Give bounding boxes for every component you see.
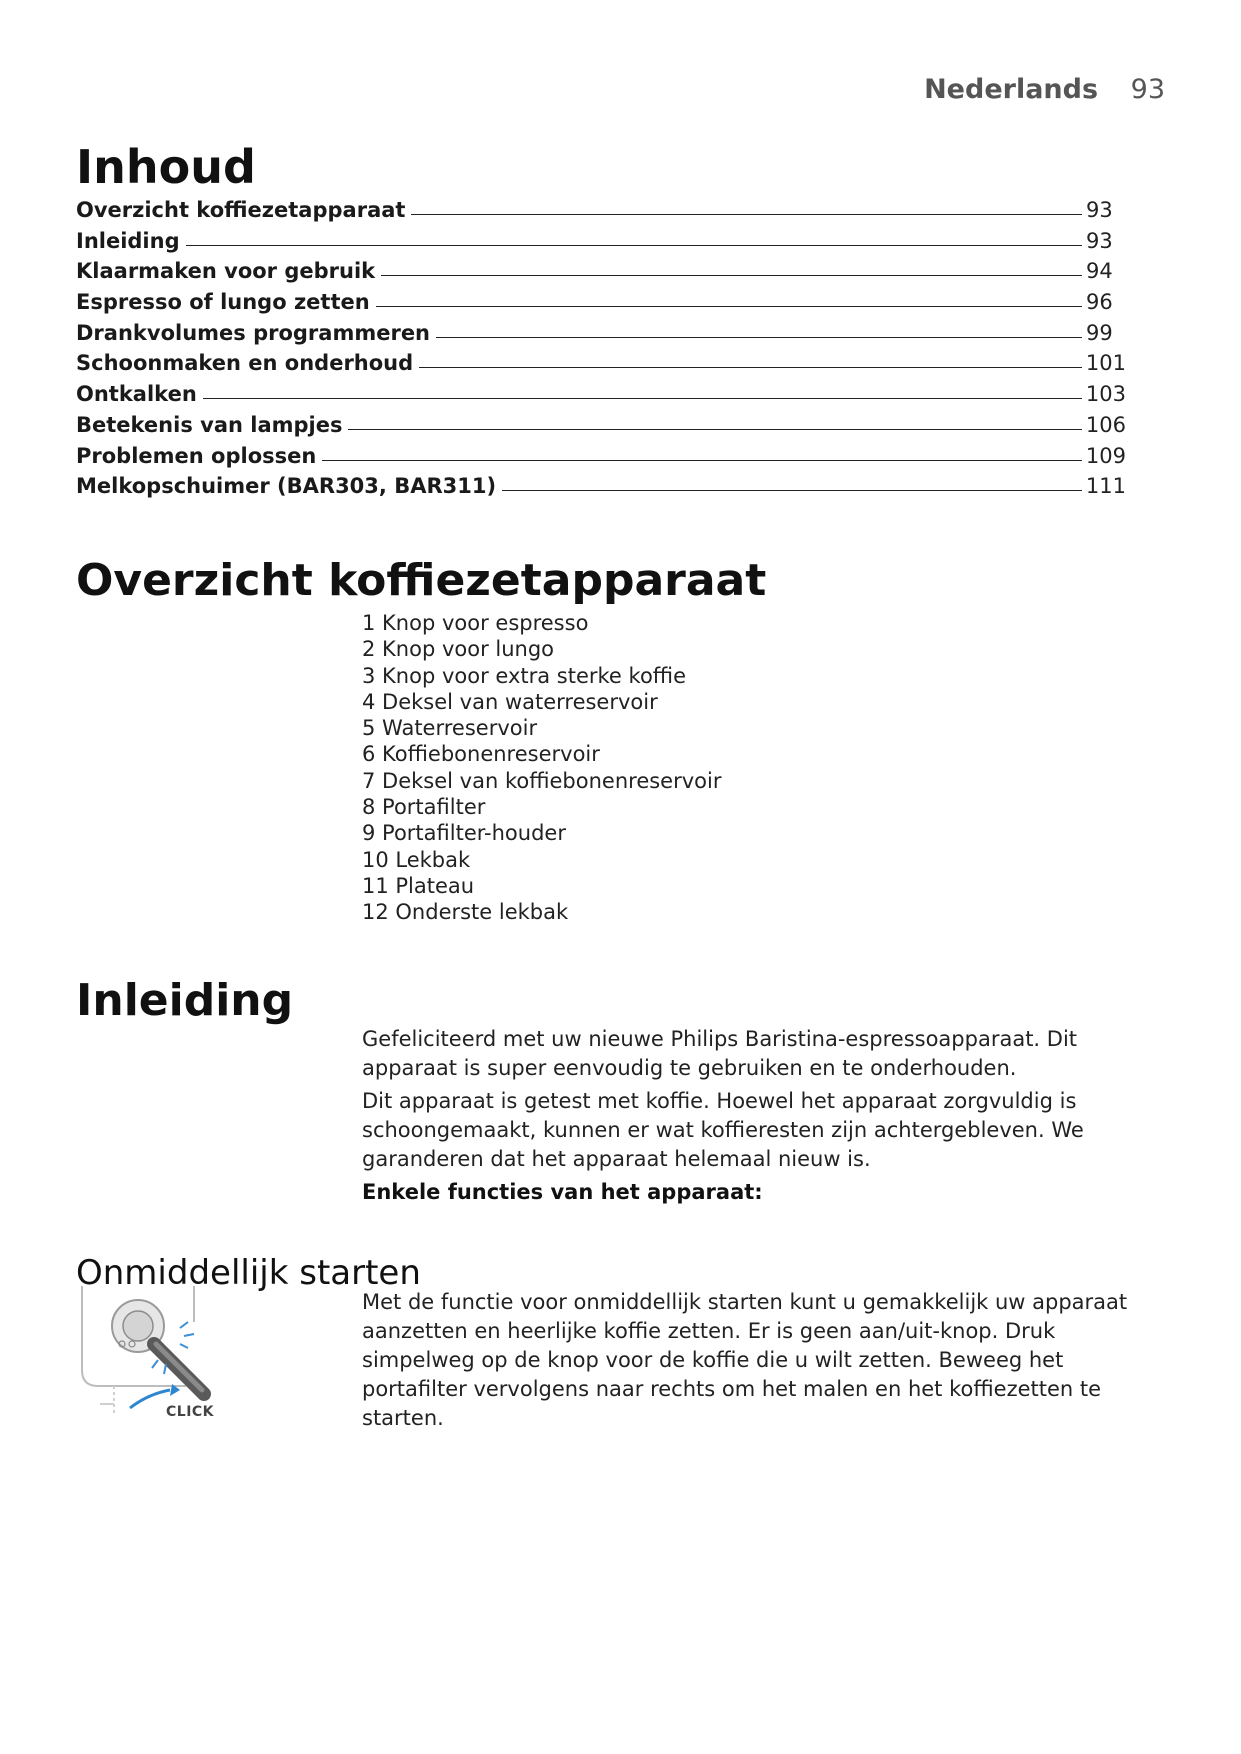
toc-entry-label: Drankvolumes programmeren xyxy=(76,320,431,345)
toc-leader-line xyxy=(322,460,1082,461)
features-heading: Enkele functies van het apparaat: xyxy=(362,1180,763,1204)
toc-entry-page: 96 xyxy=(1086,290,1113,315)
part-item: 3 Knop voor extra sterke koffie xyxy=(362,663,687,688)
toc-entry-label: Klaarmaken voor gebruik xyxy=(76,259,376,284)
intro-body xyxy=(362,1025,1162,1211)
toc-entry-page: 99 xyxy=(1086,320,1113,345)
toc-entry[interactable] xyxy=(76,351,1126,382)
toc-entry-label: Betekenis van lampjes xyxy=(76,412,343,437)
part-item: 7 Deksel van koffiebonenreservoir xyxy=(362,768,722,793)
part-item: 4 Deksel van waterreservoir xyxy=(362,689,658,714)
toc-entry[interactable] xyxy=(76,290,1126,321)
toc-leader-line xyxy=(376,306,1082,307)
click-label: CLICK xyxy=(166,1404,215,1420)
toc-entry-page: 101 xyxy=(1085,351,1126,376)
portafilter-illustration xyxy=(76,1282,236,1432)
part-item: 1 Knop voor espresso xyxy=(362,611,589,635)
toc-entry-page: 109 xyxy=(1085,443,1126,468)
part-item: 11 Plateau xyxy=(362,873,475,898)
toc-entry-label: Espresso of lungo zetten xyxy=(76,290,370,315)
instant-start-text: Met de functie voor onmiddellijk starten kunt u gemakkelijk uw apparaat aanzetten en heerlijke koffie zetten. Er is geen aan/uit-knop. Druk simpelweg op de knop voor de koffie die u wilt zetten. Beweeg het portafilter vervolgens naar rechts om het malen en het koffiezetten te starten. xyxy=(362,1290,1128,1430)
header-language: Nederlands xyxy=(924,74,1099,105)
toc-entry-label: Inleiding xyxy=(76,228,180,253)
toc-entry[interactable] xyxy=(76,321,1126,352)
toc-entry[interactable] xyxy=(76,382,1126,413)
part-item: 5 Waterreservoir xyxy=(362,716,538,741)
overview-title: Overzicht koffiezetapparaat xyxy=(76,555,767,606)
intro-paragraph: Gefeliciteerd met uw nieuwe Philips Baristina-espressoapparaat. Dit apparaat is super eenvoudig te gebruiken en te onderhouden. xyxy=(362,1027,1078,1080)
toc-entry[interactable] xyxy=(76,474,1126,505)
toc-leader-line xyxy=(419,367,1082,368)
toc-leader-line xyxy=(411,214,1082,215)
toc-leader-line xyxy=(186,245,1082,246)
toc-leader-line xyxy=(203,398,1082,399)
toc-entry-page: 103 xyxy=(1085,382,1126,407)
intro-title: Inleiding xyxy=(76,975,294,1026)
toc-entry-label: Ontkalken xyxy=(76,382,197,407)
toc-entry-page: 106 xyxy=(1085,412,1126,437)
toc-title: Inhoud xyxy=(76,140,256,194)
toc-entry-label: Problemen oplossen xyxy=(76,443,317,468)
toc-leader-line xyxy=(502,490,1082,491)
part-item: 2 Knop voor lungo xyxy=(362,637,555,662)
page-header xyxy=(924,74,1165,105)
toc-entry-label: Schoonmaken en onderhoud xyxy=(76,351,414,376)
part-item: 8 Portafilter xyxy=(362,795,486,820)
toc-entry-page: 94 xyxy=(1086,259,1113,284)
toc-entry[interactable] xyxy=(76,413,1126,444)
toc-entry[interactable] xyxy=(76,259,1126,290)
toc-entry[interactable] xyxy=(76,198,1126,229)
header-page-number: 93 xyxy=(1130,74,1165,105)
toc-entry-page: 93 xyxy=(1086,198,1113,222)
part-item: 12 Onderste lekbak xyxy=(362,900,569,925)
intro-paragraph: Dit apparaat is getest met koffie. Hoewel het apparaat zorgvuldig is schoongemaakt, kunnen er wat koffieresten zijn achtergebleven. We garanderen dat het apparaat helemaal nieuw is. xyxy=(362,1089,1084,1171)
part-item: 9 Portafilter-houder xyxy=(362,821,566,846)
toc-leader-line xyxy=(348,429,1081,430)
toc-entry-page: 111 xyxy=(1085,474,1126,499)
part-item: 6 Koffiebonenreservoir xyxy=(362,742,600,767)
toc-entry[interactable] xyxy=(76,229,1126,260)
toc-entry-label: Overzicht koffiezetapparaat xyxy=(76,198,406,222)
toc-leader-line xyxy=(381,275,1082,276)
toc-leader-line xyxy=(436,337,1082,338)
toc-entry-label: Melkopschuimer (BAR303, BAR311) xyxy=(76,474,497,499)
table-of-contents xyxy=(76,198,1126,505)
toc-entry[interactable] xyxy=(76,444,1126,475)
parts-list xyxy=(362,610,721,926)
instant-start-title: Onmiddellijk starten xyxy=(76,1253,421,1293)
toc-entry-page: 93 xyxy=(1086,228,1113,253)
part-item: 10 Lekbak xyxy=(362,847,471,872)
